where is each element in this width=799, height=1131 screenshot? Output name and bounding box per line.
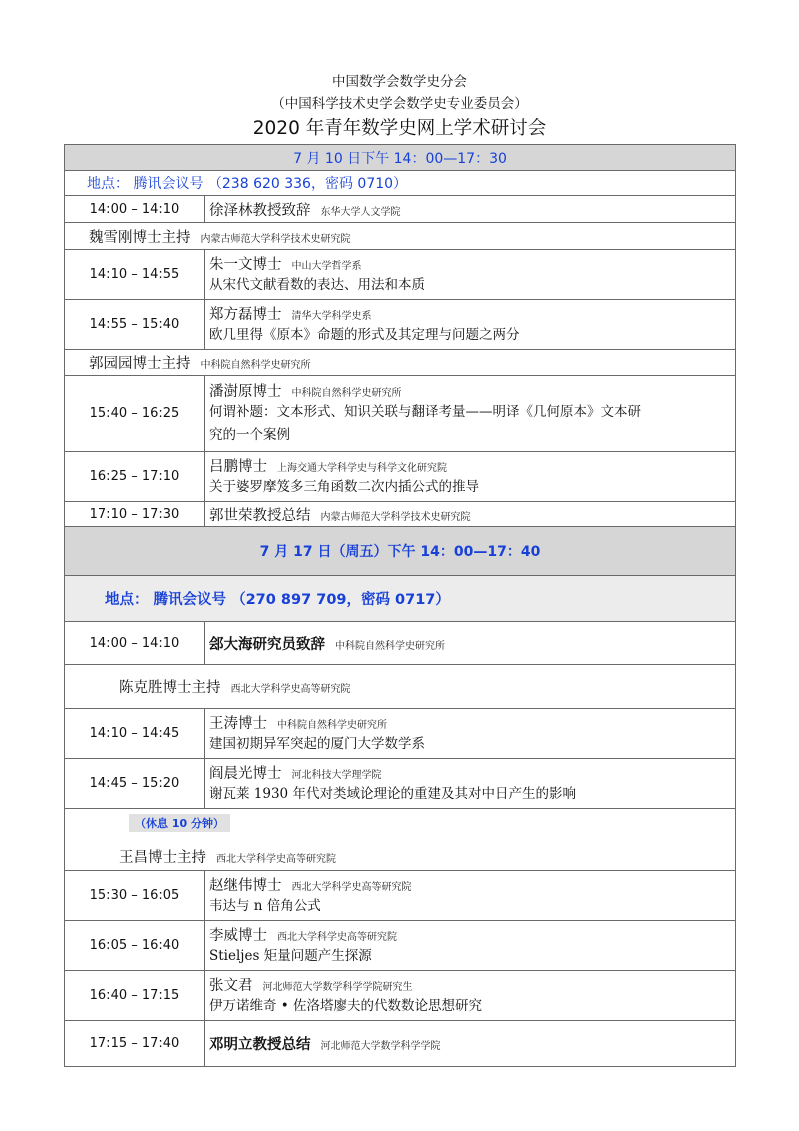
host-cell bbox=[65, 350, 736, 376]
talk-title-line-2: 究的一个案例 bbox=[209, 427, 290, 443]
affiliation: 河北师范大学数学科学学院研究生 bbox=[262, 981, 413, 993]
day1-location: 地点： 腾讯会议号 （238 620 336，密码 0710） bbox=[65, 171, 736, 196]
break-host-cell bbox=[65, 809, 736, 871]
time-slot: 14:10 – 14:55 bbox=[65, 250, 205, 300]
day1-band-row bbox=[65, 145, 736, 171]
time-slot: 15:40 – 16:25 bbox=[65, 376, 205, 452]
speaker-name: 李威博士 bbox=[209, 927, 267, 944]
table-row bbox=[65, 250, 736, 300]
affiliation: 中科院自然科学史研究所 bbox=[200, 360, 311, 371]
speaker-name: 朱一文博士 bbox=[209, 256, 282, 273]
speaker-name: 郐大海研究员致辞 bbox=[209, 635, 325, 653]
table-row bbox=[65, 1021, 736, 1067]
talk-title: 欧几里得《原本》命题的形式及其定理与问题之两分 bbox=[209, 326, 520, 343]
affiliation: 清华大学科学史系 bbox=[291, 310, 372, 322]
speaker-cell bbox=[205, 1021, 736, 1067]
speaker-name: 吕鹏博士 bbox=[209, 458, 267, 475]
host-row bbox=[65, 350, 736, 376]
affiliation: 内蒙古师范大学科学技术史研究院 bbox=[200, 233, 351, 245]
talk-title: 从宋代文献看数的表达、用法和本质 bbox=[209, 276, 425, 293]
speaker-name: 郑方磊博士 bbox=[209, 306, 282, 323]
speaker-name: 王涛博士 bbox=[209, 715, 267, 732]
talk-title: 伊万诺维奇 • 佐洛塔廖夫的代数数论思想研究 bbox=[209, 997, 483, 1014]
speaker-name: 赵继伟博士 bbox=[209, 877, 282, 894]
break-badge: （休息 10 分钟） bbox=[129, 814, 230, 832]
host-cell bbox=[65, 223, 736, 250]
talk-cell bbox=[205, 971, 736, 1021]
affiliation: 河北师范大学数学科学学院 bbox=[320, 1041, 441, 1052]
break-host-row bbox=[65, 809, 736, 871]
table-row bbox=[65, 921, 736, 971]
affiliation: 内蒙古师范大学科学技术史研究院 bbox=[320, 511, 471, 523]
affiliation: 中科院自然科学史研究所 bbox=[291, 388, 402, 399]
talk-cell bbox=[205, 921, 736, 971]
speaker-name: 邓明立教授总结 bbox=[209, 1036, 311, 1053]
speaker-cell bbox=[205, 502, 736, 527]
affiliation: 西北大学科学史高等研究院 bbox=[216, 854, 336, 865]
talk-title: Stieljes 矩量问题产生探源 bbox=[209, 947, 372, 964]
host-cell bbox=[65, 665, 736, 709]
table-row bbox=[65, 196, 736, 223]
table-row bbox=[65, 300, 736, 350]
time-slot: 16:40 – 17:15 bbox=[65, 971, 205, 1021]
speaker-cell bbox=[205, 196, 736, 223]
day1-date-band: 7 月 10 日下午 14：00—17：30 bbox=[65, 145, 736, 171]
time-slot: 14:10 – 14:45 bbox=[65, 709, 205, 759]
affiliation: 西北大学科学史高等研究院 bbox=[277, 931, 397, 943]
speaker-cell bbox=[205, 622, 736, 665]
table-row bbox=[65, 971, 736, 1021]
time-slot: 17:15 – 17:40 bbox=[65, 1021, 205, 1067]
speaker-name: 潘澍原博士 bbox=[209, 384, 282, 400]
organizer-line-1: 中国数学会数学史分会 bbox=[332, 74, 467, 90]
talk-title-line-1: 何谓补题：文本形式、知识关联与翻译考量——明译《几何原本》文本研 bbox=[209, 404, 641, 420]
day2-band-row bbox=[65, 527, 736, 576]
time-slot: 14:55 – 15:40 bbox=[65, 300, 205, 350]
affiliation: 中山大学哲学系 bbox=[291, 260, 362, 272]
affiliation: 西北大学科学史高等研究院 bbox=[230, 684, 351, 695]
affiliation: 东华大学人文学院 bbox=[320, 206, 401, 218]
talk-cell bbox=[205, 871, 736, 921]
table-row bbox=[65, 502, 736, 527]
talk-cell bbox=[205, 250, 736, 300]
table-row bbox=[65, 376, 736, 452]
host-name: 郭园园博士主持 bbox=[89, 356, 191, 372]
speaker-name: 阎晨光博士 bbox=[209, 765, 282, 782]
affiliation: 西北大学科学史高等研究院 bbox=[291, 881, 412, 893]
talk-cell bbox=[205, 452, 736, 502]
talk-title: 建国初期异军突起的厦门大学数学系 bbox=[209, 735, 425, 752]
host-row bbox=[65, 665, 736, 709]
day2-location-row bbox=[65, 576, 736, 622]
time-slot: 14:00 – 14:10 bbox=[65, 196, 205, 223]
speaker-name: 张文君 bbox=[209, 977, 253, 994]
affiliation: 河北科技大学理学院 bbox=[291, 769, 382, 781]
table-row bbox=[65, 709, 736, 759]
affiliation: 中科院自然科学史研究所 bbox=[335, 640, 445, 652]
table-row bbox=[65, 871, 736, 921]
talk-cell bbox=[205, 376, 736, 452]
speaker-name: 郭世荣教授总结 bbox=[209, 507, 311, 524]
talk-title: 谢瓦莱 1930 年代对类域论理论的重建及其对中日产生的影响 bbox=[209, 785, 576, 802]
organizer-line-2: （中国科学技术史学会数学史专业委员会） bbox=[271, 96, 528, 112]
time-slot: 17:10 – 17:30 bbox=[65, 502, 205, 527]
host-row bbox=[65, 223, 736, 250]
conference-title: 2020 年青年数学史网上学术研讨会 bbox=[252, 118, 547, 139]
schedule-table bbox=[64, 144, 736, 1067]
host-name: 陈克胜博士主持 bbox=[119, 680, 221, 696]
talk-title: 韦达与 n 倍角公式 bbox=[209, 897, 321, 914]
day2-location: 地点： 腾讯会议号 （270 897 709，密码 0717） bbox=[65, 576, 736, 622]
affiliation: 中科院自然科学史研究所 bbox=[277, 719, 387, 731]
table-row bbox=[65, 452, 736, 502]
host-name: 王昌博士主持 bbox=[119, 850, 206, 866]
day2-date-band: 7 月 17 日（周五）下午 14：00—17：40 bbox=[65, 527, 736, 576]
time-slot: 14:00 – 14:10 bbox=[65, 622, 205, 665]
talk-cell bbox=[205, 300, 736, 350]
table-row bbox=[65, 622, 736, 665]
talk-title: 关于婆罗摩笈多三角函数二次内插公式的推导 bbox=[209, 478, 479, 495]
day1-location-row bbox=[65, 171, 736, 196]
time-slot: 15:30 – 16:05 bbox=[65, 871, 205, 921]
affiliation: 上海交通大学科学史与科学文化研究院 bbox=[277, 462, 447, 474]
table-row bbox=[65, 759, 736, 809]
speaker-name: 徐泽林教授致辞 bbox=[209, 202, 311, 219]
host-name: 魏雪刚博士主持 bbox=[89, 229, 191, 246]
time-slot: 14:45 – 15:20 bbox=[65, 759, 205, 809]
talk-cell bbox=[205, 709, 736, 759]
time-slot: 16:05 – 16:40 bbox=[65, 921, 205, 971]
time-slot: 16:25 – 17:10 bbox=[65, 452, 205, 502]
talk-cell bbox=[205, 759, 736, 809]
